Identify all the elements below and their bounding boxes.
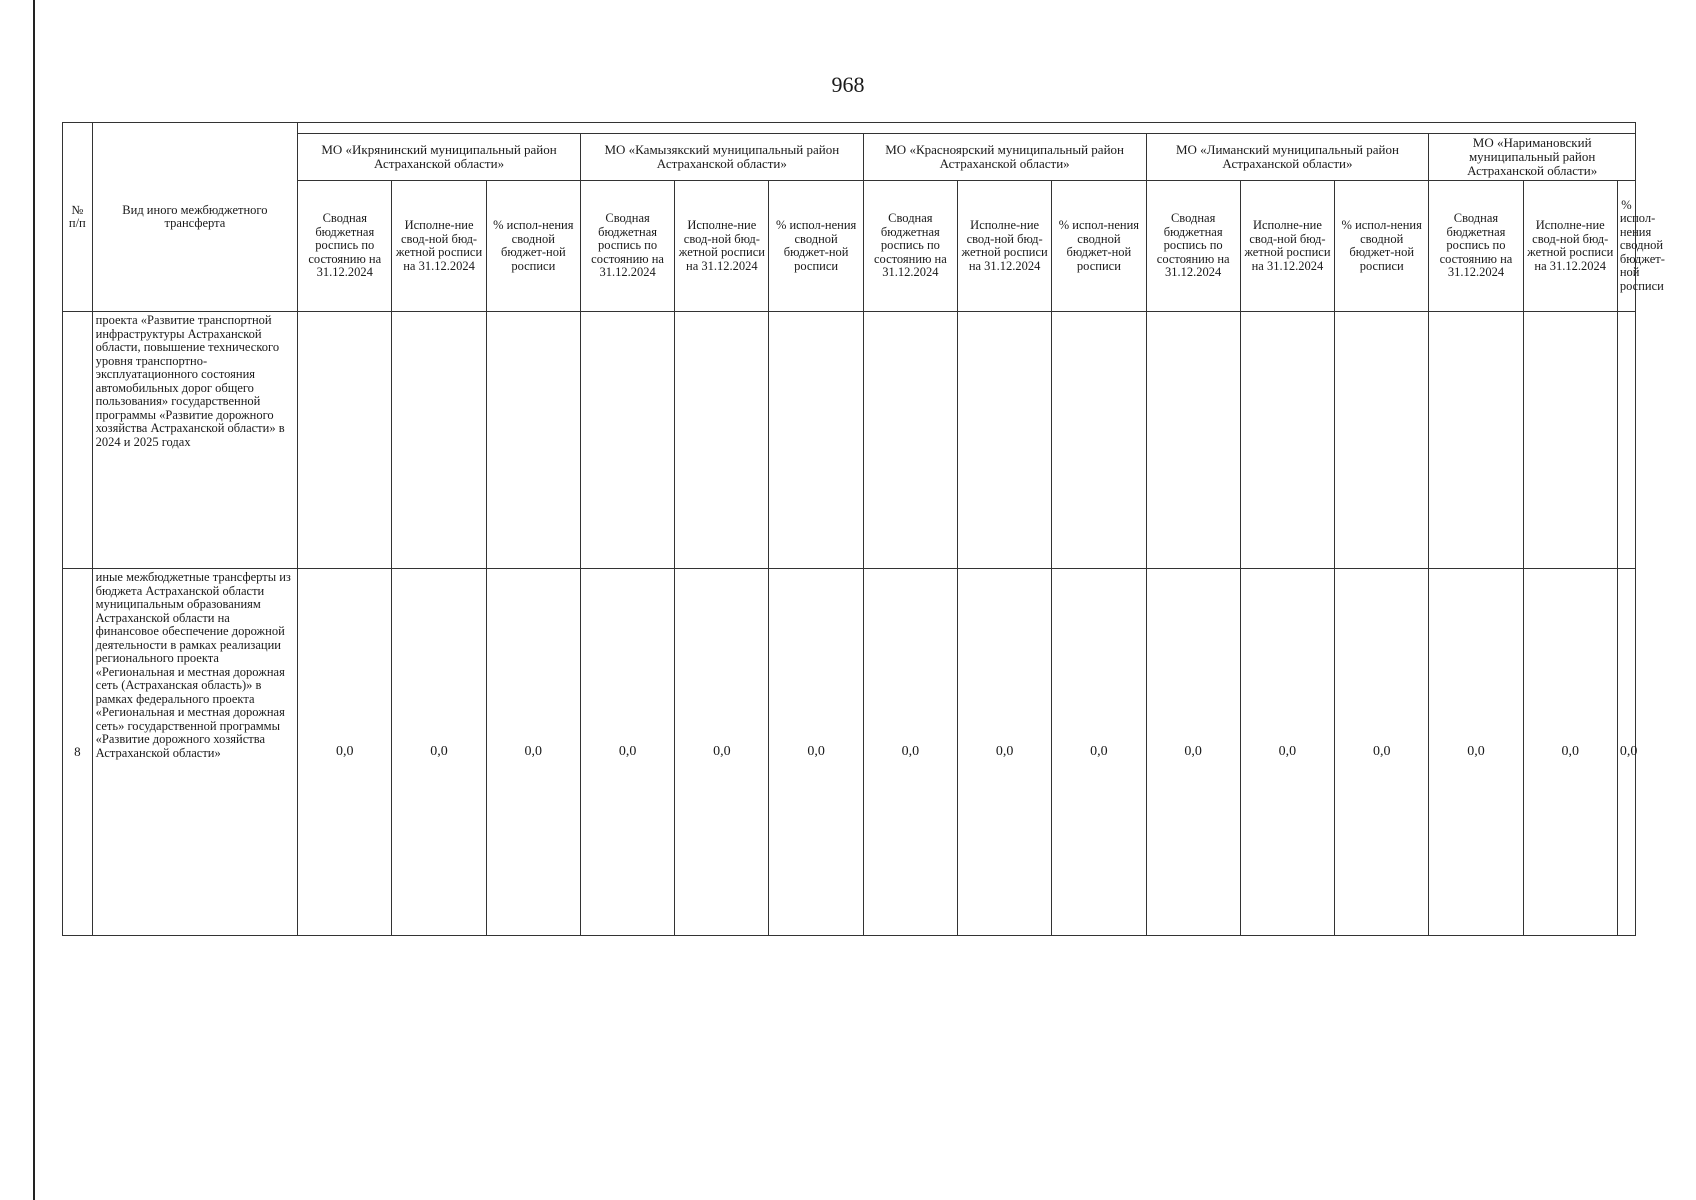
table-row (63, 312, 1636, 569)
value-cell: 0,0 (298, 569, 392, 936)
table-row (63, 569, 1636, 936)
value-cell: 0,0 (1240, 569, 1334, 936)
value-cell: 0,0 (1523, 569, 1617, 936)
execution-header: Исполне-ние свод-ной бюд-жетной росписи на 31.12.2024 (958, 181, 1052, 312)
page-number: 968 (831, 72, 865, 97)
sub-header-row (63, 181, 1636, 312)
region-header-row (63, 134, 1636, 181)
budget-plan-header: Сводная бюджетная роспись по состоянию на 31.12.2024 (1429, 181, 1523, 312)
budget-plan-header: Сводная бюджетная роспись по состоянию на 31.12.2024 (1146, 181, 1240, 312)
value-cell: 0,0 (392, 569, 486, 936)
num-header: № п/п (63, 123, 93, 312)
value-cell (1240, 312, 1334, 569)
row-description: проекта «Развитие транспортной инфраструктуры Астраханской области, повышение технического уровня транспортно-эксплуатационного состояния автомобильных дорог общего пользования» государственной программы «Развитие дорожного хозяйства Астраханской области» в 2024 и 2025 годах (92, 312, 297, 569)
value-cell (1146, 312, 1240, 569)
value-cell (1617, 312, 1635, 569)
value-cell: 0,0 (580, 569, 674, 936)
value-cell: 0,0 (1052, 569, 1146, 936)
value-cell (675, 312, 769, 569)
row-number (63, 312, 93, 569)
execution-percent-header: % испол-нения сводной бюджет-ной росписи (1617, 181, 1635, 312)
value-cell: 0,0 (958, 569, 1052, 936)
execution-header: Исполне-ние свод-ной бюд-жетной росписи на 31.12.2024 (1523, 181, 1617, 312)
execution-header: Исполне-ние свод-ной бюд-жетной росписи на 31.12.2024 (392, 181, 486, 312)
budget-plan-header: Сводная бюджетная роспись по состоянию на 31.12.2024 (298, 181, 392, 312)
value-cell (392, 312, 486, 569)
value-cell: 0,0 (675, 569, 769, 936)
value-cell (958, 312, 1052, 569)
value-cell (298, 312, 392, 569)
budget-plan-header: Сводная бюджетная роспись по состоянию на 31.12.2024 (580, 181, 674, 312)
region-header: МО «Лиманский муниципальный район Астраханской области» (1146, 134, 1429, 181)
value-cell: 0,0 (1146, 569, 1240, 936)
value-cell (1429, 312, 1523, 569)
transfer-type-header: Вид иного межбюджетного трансферта (92, 123, 297, 312)
execution-percent-header: % испол-нения сводной бюджет-ной росписи (486, 181, 580, 312)
region-header: МО «Икрянинский муниципальный район Астраханской области» (298, 134, 581, 181)
execution-header: Исполне-ние свод-ной бюд-жетной росписи на 31.12.2024 (675, 181, 769, 312)
execution-header: Исполне-ние свод-ной бюд-жетной росписи на 31.12.2024 (1240, 181, 1334, 312)
row-number: 8 (63, 569, 93, 936)
value-cell: 0,0 (1335, 569, 1429, 936)
value-cell (1335, 312, 1429, 569)
value-cell (1523, 312, 1617, 569)
region-header: МО «Наримановский муниципальный район Астраханской области» (1429, 134, 1636, 181)
value-cell: 0,0 (863, 569, 957, 936)
value-cell (863, 312, 957, 569)
binding-line (33, 0, 35, 1200)
header-strip (298, 123, 1636, 134)
execution-percent-header: % испол-нения сводной бюджет-ной росписи (769, 181, 863, 312)
value-cell (486, 312, 580, 569)
value-cell: 0,0 (1617, 569, 1635, 936)
row-description: иные межбюджетные трансферты из бюджета Астраханской области муниципальным образованиям Астраханской области на финансовое обеспечение дорожной деятельности в рамках реализации регионального проекта «Региональная и местная дорожная сеть (Астраханская область)» в рамках федерального проекта «Региональная и местная дорожная сеть» государственной программы «Развитие дорожного хозяйства Астраханской области» (92, 569, 297, 936)
region-header: МО «Красноярский муниципальный район Астраханской области» (863, 134, 1146, 181)
value-cell: 0,0 (486, 569, 580, 936)
execution-percent-header: % испол-нения сводной бюджет-ной росписи (1052, 181, 1146, 312)
budget-plan-header: Сводная бюджетная роспись по состоянию на 31.12.2024 (863, 181, 957, 312)
value-cell: 0,0 (1429, 569, 1523, 936)
value-cell (1052, 312, 1146, 569)
budget-table (62, 122, 1665, 936)
region-header: МО «Камызякский муниципальный район Астраханской области» (580, 134, 863, 181)
value-cell (580, 312, 674, 569)
value-cell: 0,0 (769, 569, 863, 936)
execution-percent-header: % испол-нения сводной бюджет-ной росписи (1335, 181, 1429, 312)
header-top-strip (63, 123, 1636, 134)
value-cell (769, 312, 863, 569)
